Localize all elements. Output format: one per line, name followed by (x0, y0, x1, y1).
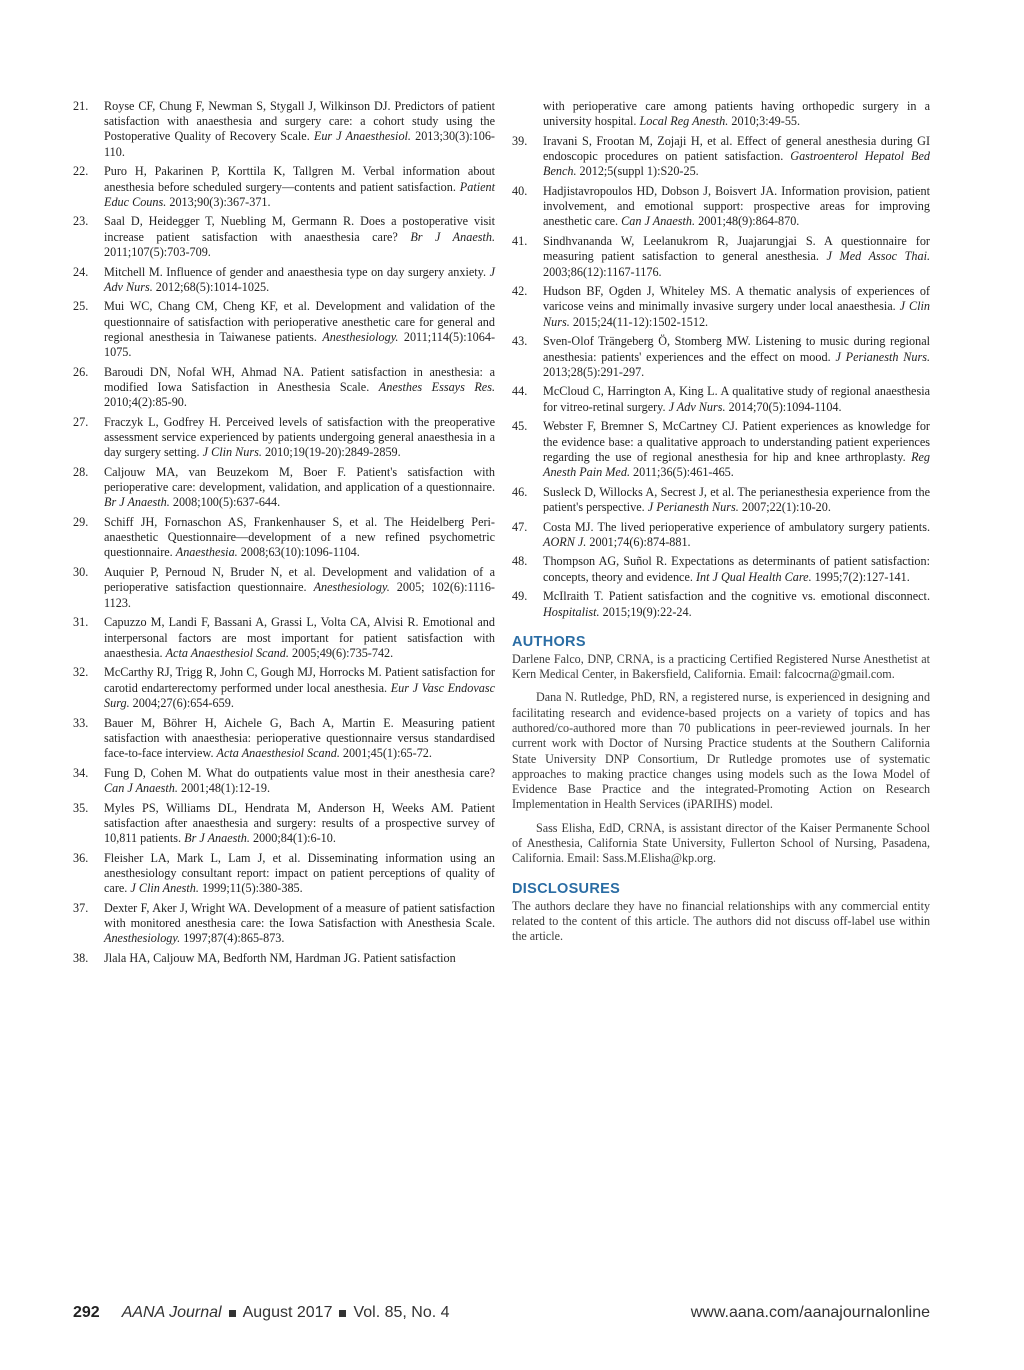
reference-text (104, 851, 495, 897)
reference-publication-info: 2012;5(suppl 1):S20-25. (579, 164, 699, 179)
reference-item (512, 589, 930, 619)
reference-item (512, 234, 930, 280)
reference-item (512, 520, 930, 550)
reference-item (73, 214, 495, 260)
reference-text (543, 419, 930, 480)
reference-text (543, 184, 930, 230)
reference-journal: J Perianesth Nurs. (835, 349, 930, 364)
reference-item (73, 299, 495, 360)
reference-number: 37. (73, 900, 89, 915)
reference-text (543, 520, 930, 550)
reference-publication-info: 2001;48(1):12-19. (180, 780, 270, 795)
reference-number: 38. (73, 950, 89, 965)
reference-item (73, 665, 495, 711)
reference-item (73, 801, 495, 847)
reference-number: 22. (73, 164, 89, 179)
reference-text (104, 951, 495, 966)
reference-number: 36. (73, 850, 89, 865)
reference-journal: J Perianesth Nurs. (647, 499, 739, 514)
reference-item (73, 615, 495, 661)
reference-publication-info: 2008;63(10):1096-1104. (240, 545, 360, 560)
reference-authors-title: Mitchell M. Influence of gender and anaesthesia type on day surgery anxiety. (104, 264, 487, 279)
reference-publication-info: 2001;48(9):864-870. (698, 214, 800, 229)
reference-authors-title: Mui WC, Chang CM, Cheng KF, et al. Development and validation of the questionnaire of satisfaction with perioperative anesthetic care for general and regional anesthesia in Taiwanese patients. (104, 299, 495, 344)
reference-number: 44. (512, 384, 528, 399)
issue-date: August 2017 (242, 1304, 333, 1321)
reference-item (73, 716, 495, 762)
reference-number: 33. (73, 715, 89, 730)
author-bio-elisha: Sass Elisha, EdD, CRNA, is assistant director of the Kaiser Permanente School of Anesthesia, California State University, Fullerton School of Nursing, Pasadena, California. Email: Sass.M.Elisha@kp.org. (512, 820, 930, 866)
reference-publication-info: 2000;84(1):6-10. (252, 830, 336, 845)
reference-journal: Acta Anaesthesiol Scand. (165, 645, 289, 660)
journal-name: AANA Journal (121, 1304, 222, 1321)
reference-number: 42. (512, 284, 528, 299)
reference-authors-title: Jlala HA, Caljouw MA, Bedforth NM, Hardman JG. Patient satisfaction (104, 950, 456, 965)
reference-authors-title: Bauer M, Böhrer H, Aichele G, Bach A, Martin E. Measuring patient satisfaction with anaesthesia: perioperative questionnaire versus standardised face-to-face interview. (104, 715, 495, 760)
reference-text (104, 214, 495, 260)
reference-authors-title: Iravani S, Frootan M, Zojaji H, et al. Effect of general anesthesia during GI endoscopic procedures on patient satisfaction. (543, 133, 930, 164)
reference-publication-info: 2003;86(12):1167-1176. (543, 264, 662, 279)
reference-journal: Anesthes Essays Res. (378, 379, 495, 394)
reference-publication-info: 2008;100(5):637-644. (172, 495, 281, 510)
reference-authors-title: Hadjistavropoulos HD, Dobson J, Boisvert JA. Information provision, patient involvement, and emotional support: prospective areas for improving anesthetic care. (543, 184, 930, 229)
reference-item (73, 951, 495, 966)
reference-number: 25. (73, 299, 89, 314)
reference-authors-title: Susleck D, Willocks A, Secrest J, et al. The perianesthesia experience from the patient's perspective. (543, 484, 930, 514)
reference-item (512, 334, 930, 380)
reference-publication-info: 1997;87(4):865-873. (183, 931, 285, 946)
reference-publication-info: 2015;19(9):22-24. (602, 604, 692, 619)
reference-authors-title: Fung D, Cohen M. What do outpatients value most in their anesthesia care? (104, 765, 495, 780)
reference-authors-title: Capuzzo M, Landi F, Bassani A, Grassi L, Volta CA, Alvisi R. Emotional and interpersonal factors are most important for patient satisfaction with anaesthesia. (104, 615, 495, 660)
reference-number: 26. (73, 364, 89, 379)
reference-publication-info: 2013;28(5):291-297. (543, 364, 645, 379)
reference-authors-title: Schiff JH, Fornaschon AS, Frankenhauser S, et al. The Heidelberg Peri-anaesthetic Questionnaire—development of a new refined psychometric questionnaire. (104, 515, 495, 560)
disclosures-heading: DISCLOSURES (512, 880, 621, 897)
reference-item (512, 99, 930, 129)
reference-text (543, 134, 930, 180)
reference-text (104, 801, 495, 847)
reference-text (512, 99, 930, 129)
reference-authors-title: McCarthy RJ, Trigg R, John C, Gough MJ, Horrocks M. Patient satisfaction for carotid endarterectomy performed under local anesthesia. (104, 665, 495, 695)
reference-publication-info: 2010;4(2):85-90. (104, 395, 187, 410)
reference-number: 27. (73, 414, 89, 429)
reference-authors-title: Thompson AG, Suñol R. Expectations as determinants of patient satisfaction: concepts, theory and evidence. (543, 554, 930, 584)
reference-authors-title: Puro H, Pakarinen P, Korttila K, Tallgren M. Verbal information about anesthesia before scheduled surgery—contents and patient satisfaction. (104, 164, 495, 194)
reference-text (104, 265, 495, 295)
reference-publication-info: 2001;74(6):874-881. (589, 534, 691, 549)
reference-publication-info: 2011;107(5):703-709. (104, 244, 211, 259)
reference-item (73, 851, 495, 897)
reference-text (543, 234, 930, 280)
reference-number: 49. (512, 589, 528, 604)
reference-publication-info: 2010;3:49-55. (731, 114, 801, 129)
reference-item (73, 365, 495, 411)
reference-item (73, 99, 495, 160)
reference-number: 47. (512, 519, 528, 534)
reference-journal: Eur J Vasc Endovasc Surg. (104, 680, 495, 710)
reference-item (73, 415, 495, 461)
reference-authors-title: Caljouw MA, van Beuzekom M, Boer F. Patient's satisfaction with perioperative care: development, validation, and application of a questionnaire. (104, 464, 495, 495)
reference-item (73, 265, 495, 295)
reference-publication-info: 2001;45(1):65-72. (342, 745, 432, 760)
reference-authors-title: Costa MJ. The lived perioperative experience of ambulatory surgery patients. (543, 519, 930, 534)
reference-text (104, 615, 495, 661)
reference-journal: Anaesthesia. (175, 545, 238, 560)
reference-number: 41. (512, 234, 528, 249)
reference-item (73, 901, 495, 947)
reference-text (104, 415, 495, 461)
reference-journal: Hospitalist. (543, 604, 600, 619)
reference-authors-title: Royse CF, Chung F, Newman S, Stygall J, Wilkinson DJ. Predictors of patient satisfaction with anaesthesia and surgery care: a cohort study using the Postoperative Quality of Recovery Scale. (104, 99, 495, 144)
reference-journal: J Adv Nurs. (668, 399, 726, 414)
reference-publication-info: 2012;68(5):1014-1025. (155, 279, 270, 294)
reference-publication-info: 2010;19(19-20):2849-2859. (264, 445, 401, 460)
reference-journal: Anesthesiology. (104, 931, 181, 946)
reference-journal: Br J Anaesth. (184, 830, 250, 845)
reference-text (104, 365, 495, 411)
reference-journal: Anesthesiology. (322, 329, 399, 344)
reference-journal: AORN J. (543, 534, 587, 549)
reference-publication-info: 2013;30(3):106-110. (104, 129, 495, 159)
reference-number: 30. (73, 565, 89, 580)
reference-journal: Br J Anaesth. (410, 229, 495, 244)
reference-authors-title: Dexter F, Aker J, Wright WA. Development of a measure of patient satisfaction with monitored anesthesia care: the Iowa Satisfaction with Anesthesia Scale. (104, 900, 495, 930)
reference-authors-title: Fleisher LA, Mark L, Lam J, et al. Disseminating information using an anesthesiology consultant report: impact on patient perceptions of quality of care. (104, 850, 495, 896)
reference-text (104, 99, 495, 160)
reference-item (73, 565, 495, 611)
reference-authors-title: Sven-Olof Trängeberg Ö, Stomberg MW. Listening to music during regional anesthesia: patients' experiences and the effect on mood. (543, 334, 930, 364)
reference-item (512, 419, 930, 480)
reference-authors-title: Auquier P, Pernoud N, Bruder N, et al. Development and validation of a perioperative satisfaction questionnaire. (104, 565, 495, 595)
reference-publication-info: 2011;36(5):461-465. (633, 464, 734, 479)
reference-text (104, 465, 495, 511)
reference-journal: Can J Anaesth. (104, 780, 178, 795)
reference-number: 39. (512, 133, 528, 148)
page-footer (73, 1304, 930, 1322)
reference-text (543, 284, 930, 330)
reference-publication-info: 2014;70(5):1094-1104. (728, 399, 842, 414)
reference-authors-title: Hudson BF, Ogden J, Whiteley MS. A thematic analysis of experiences of varicose veins and minimally invasive surgery under local anaesthesia. (543, 284, 930, 314)
reference-authors-title: Saal D, Heidegger T, Nuebling M, Germann R. Does a postoperative visit increase patient satisfaction with anaesthesia care? (104, 214, 495, 244)
reference-authors-title: McCloud C, Harrington A, King L. A qualitative study of regional anaesthesia for vitreo-retinal surgery. (543, 384, 930, 414)
reference-journal: Can J Anaesth. (621, 214, 696, 229)
reference-number: 40. (512, 184, 528, 199)
reference-journal: Eur J Anaesthesiol. (313, 129, 411, 144)
reference-text (104, 901, 495, 947)
reference-authors-title: Myles PS, Williams DL, Hendrata M, Anderson H, Weeks AM. Patient satisfaction after anaesthesia and surgery: results of a prospective survey of 10,811 patients. (104, 800, 495, 845)
reference-journal: J Clin Nurs. (202, 445, 262, 460)
reference-text (543, 384, 930, 414)
reference-publication-info: 2011;114(5):1064-1075. (104, 329, 496, 360)
disclosures-text: The authors declare they have no financial relationships with any commercial entity related to the content of this article. The authors did not discuss off-label use within the article. (512, 898, 930, 944)
reference-publication-info: 2004;27(6):654-659. (132, 695, 234, 710)
reference-text (543, 589, 930, 619)
reference-authors-title: with perioperative care among patients having orthopedic surgery in a university hospital. (543, 99, 930, 129)
issue-volume: Vol. 85, No. 4 (353, 1304, 450, 1321)
page-number: 292 (73, 1304, 100, 1321)
reference-number: 45. (512, 419, 528, 434)
reference-text (104, 665, 495, 711)
reference-journal: Gastroenterol Hepatol Bed Bench. (543, 149, 930, 179)
reference-journal: J Med Assoc Thai. (826, 249, 931, 264)
reference-number: 35. (73, 800, 89, 815)
reference-number: 43. (512, 334, 528, 349)
reference-item (512, 134, 930, 180)
reference-publication-info: 2005;49(6):735-742. (291, 645, 394, 660)
reference-item (512, 485, 930, 515)
reference-item (512, 554, 930, 584)
reference-number: 21. (73, 99, 89, 113)
reference-text (104, 515, 495, 561)
reference-text (104, 766, 495, 796)
reference-authors-title: Webster F, Bremner S, McCartney CJ. Patient experiences as knowledge for the evidence base: a qualitative approach to understanding patient experiences regarding the use of regional anesthesia for hip and knee arthroplasty. (543, 419, 930, 464)
reference-item (512, 284, 930, 330)
reference-number: 46. (512, 484, 528, 499)
reference-journal: J Clin Nurs. (543, 299, 931, 329)
reference-text (543, 334, 930, 380)
reference-item (73, 465, 495, 511)
separator-square-icon (339, 1310, 346, 1317)
reference-publication-info: 1995;7(2):127-141. (814, 569, 910, 584)
reference-item (73, 515, 495, 561)
reference-text (104, 565, 495, 611)
reference-authors-title: Sindhvananda W, Leelanukrom R, Juajarungjai S. A questionnaire for measuring patient satisfaction to general anesthesia. (543, 234, 930, 264)
references-right-column (512, 99, 930, 953)
reference-publication-info: 2015;24(11-12):1502-1512. (572, 314, 709, 329)
reference-authors-title: Baroudi DN, Nofal WH, Ahmad NA. Patient satisfaction in anesthesia: a modified Iowa Satisfaction in Anesthesia Scale. (104, 364, 495, 394)
reference-publication-info: 2007;22(1):10-20. (741, 499, 831, 514)
authors-heading: AUTHORS (512, 633, 586, 650)
references-left-column (73, 99, 495, 971)
journal-website-link[interactable]: www.aana.com/aanajournalonline (690, 1304, 930, 1321)
reference-number: 23. (73, 214, 89, 229)
reference-journal: Local Reg Anesth. (639, 114, 729, 129)
reference-number: 29. (73, 515, 89, 530)
reference-text (543, 554, 930, 584)
reference-authors-title: Fraczyk L, Godfrey H. Perceived levels of satisfaction with the preoperative assessment service experienced by patients undergoing general anaesthesia in a day surgery setting. (104, 414, 495, 460)
reference-journal: Acta Anaesthesiol Scand. (216, 745, 340, 760)
reference-journal: Anesthesiology. (313, 580, 390, 595)
reference-item (73, 164, 495, 210)
reference-text (543, 485, 930, 515)
reference-item (73, 766, 495, 796)
reference-journal: Reg Anesth Pain Med. (543, 449, 931, 479)
reference-publication-info: 2005; 102(6):1116-1123. (104, 580, 495, 610)
separator-square-icon (229, 1310, 236, 1317)
reference-journal: Patient Educ Couns. (104, 179, 495, 209)
reference-text (104, 716, 495, 762)
reference-authors-title: McIlraith T. Patient satisfaction and the cognitive vs. emotional disconnect. (543, 589, 930, 604)
reference-publication-info: 1999;11(5):380-385. (201, 881, 303, 896)
reference-number: 48. (512, 554, 528, 569)
references-right-list (512, 99, 930, 620)
reference-number: 31. (73, 615, 89, 630)
reference-text (104, 164, 495, 210)
reference-journal: J Adv Nurs. (104, 264, 495, 294)
reference-journal: Br J Anaesth. (104, 495, 170, 510)
reference-journal: Int J Qual Health Care. (695, 569, 812, 584)
reference-journal: J Clin Anesth. (130, 881, 199, 896)
reference-text (104, 299, 495, 360)
author-bio-falco: Darlene Falco, DNP, CRNA, is a practicing Certified Registered Nurse Anesthetist at Kern Medical Center, in Bakersfield, California. Email: falcocrna@gmail.com. (512, 651, 930, 682)
reference-number: 24. (73, 264, 89, 279)
reference-publication-info: 2013;90(3):367-371. (169, 194, 271, 209)
reference-number: 34. (73, 765, 89, 780)
reference-number: 32. (73, 665, 89, 680)
author-bio-rutledge: Dana N. Rutledge, PhD, RN, a registered nurse, is experienced in designing and facilitating research and evidence-based projects on a variety of topics and has authored/co-authored more than 70 publications in peer-reviewed journals. In her current work with Doctor of Nursing Practice students at the Southern California State University DNP Consortium, Dr Rutledge promotes use of systematic approaches to making practice changes using models such as the Iowa Model of Evidence Base Practice and the integrated-Promoting Action on Research Implementation in Health Services (iPARIHS) model. (512, 690, 930, 812)
reference-number: 28. (73, 464, 89, 479)
reference-item (512, 184, 930, 230)
reference-item (512, 384, 930, 414)
